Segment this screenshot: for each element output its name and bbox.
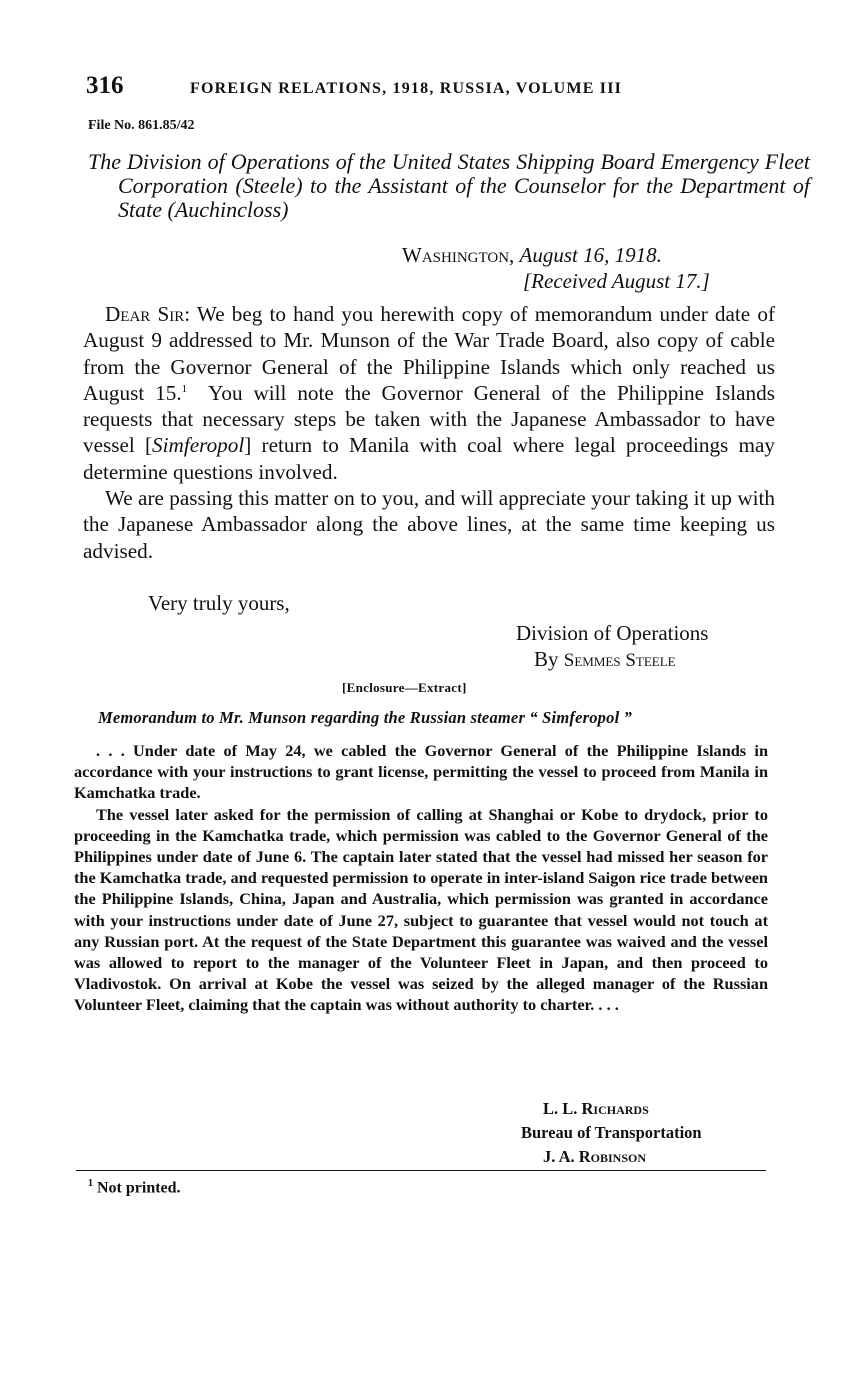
enclosure-label: [Enclosure—Extract] bbox=[342, 680, 467, 695]
memo-signer-org: Bureau of Transportation bbox=[521, 1123, 702, 1142]
letter-paragraph-1 bbox=[83, 301, 775, 485]
file-number: File No. 861.85/42 bbox=[88, 118, 195, 133]
letter-closing: Very truly yours, bbox=[148, 591, 290, 615]
memorandum-title: Memorandum to Mr. Munson regarding the Russian steamer “ Simferopol ” bbox=[98, 708, 633, 727]
footnote-marker: 1 bbox=[88, 1178, 93, 1189]
memorandum-body bbox=[74, 740, 768, 1016]
memo-paragraph-2: The vessel later asked for the permission of calling at Shanghai or Kobe to drydock, prior to proceeding in the Kamchatka trade, which permission was cabled to the Governor General of the Philippines under date of June 6. The captain later stated that the vessel had missed her season for the Kamchatka trade, and requested permission to operate in inter-island Saigon rice trade between the Philippine Islands, China, Japan and Australia, which permission was granted in accordance with your instructions under date of June 27, subject to guarantee that vessel would not touch at any Russian port. At the request of the State Department this guarantee was waived and the vessel was allowed to report to the manager of the Volunteer Fleet in Japan, and then proceed to Vladivostok. On arrival at Kobe the vessel was seized by the alleged manager of the Russian Volunteer Fleet, claiming that the captain was without authority to charter. . . . bbox=[74, 804, 768, 1015]
footnote-reference: 1 bbox=[181, 382, 188, 395]
salutation: Dear Sir: bbox=[105, 302, 191, 326]
letter-body bbox=[83, 301, 775, 564]
letter-signature bbox=[516, 620, 708, 674]
memo-signer-2: J. A. Robinson bbox=[543, 1147, 647, 1166]
signature-by-line bbox=[516, 646, 708, 674]
running-title: FOREIGN RELATIONS, 1918, RUSSIA, VOLUME III bbox=[190, 80, 623, 97]
dateline-date: August 16, 1918. bbox=[519, 243, 662, 267]
signature-division: Division of Operations bbox=[516, 621, 709, 645]
dateline bbox=[402, 243, 662, 267]
footnote-text: Not printed. bbox=[97, 1179, 181, 1197]
footnote-divider bbox=[76, 1170, 766, 1171]
running-head bbox=[86, 72, 706, 100]
signature-by: By bbox=[534, 647, 559, 671]
memo-paragraph-1: . . . Under date of May 24, we cabled the Governor General of the Philippine Islands in accordance with your instructions to grant license, permitting the vessel to proceed from Manila in Kamchatka trade. bbox=[74, 741, 768, 803]
letter-text-b: You will note the Governor General of the Philippine Islands requests that necessary steps be taken with the Japanese Ambassador to have vessel [ bbox=[83, 380, 775, 458]
letter-text-a: We beg to hand you herewith copy of memorandum under date of August 9 addressed to Mr. Munson of the War Trade Board, also copy of cable from the Governor General of the Philippine Islands which only reached us August 15. bbox=[83, 302, 775, 405]
footnote bbox=[88, 1178, 181, 1197]
memorandum-signature bbox=[521, 1097, 702, 1169]
letter-text-c: ] return to Manila with coal where legal proceedings may determine questions involved. bbox=[83, 433, 775, 484]
letter-paragraph-2: We are passing this matter on to you, and will appreciate your taking it up with the Japanese Ambassador along the above lines, at the same time keeping us advised. bbox=[83, 486, 775, 563]
page-number: 316 bbox=[86, 72, 124, 99]
signature-name: Semmes Steele bbox=[563, 650, 676, 671]
document-heading: The Division of Operations of the United States Shipping Board Emergency Fleet Corporation (Steele) to the Assistant of the Counselor for the Department of State (Auchincloss) bbox=[88, 149, 810, 222]
received-date: [Received August 17.] bbox=[523, 269, 710, 293]
vessel-name: Simferopol bbox=[152, 433, 245, 458]
memo-signer-1: L. L. Richards bbox=[543, 1099, 649, 1118]
dateline-place: Washington, bbox=[402, 243, 515, 267]
